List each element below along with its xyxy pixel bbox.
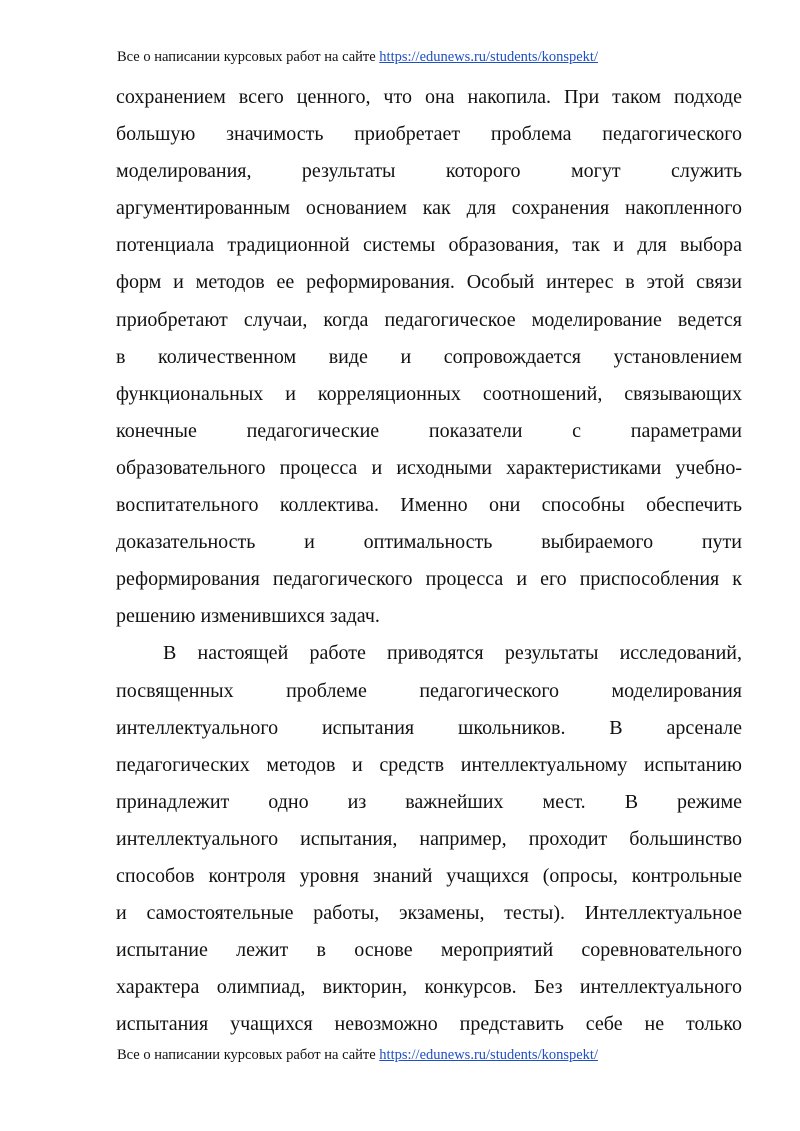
text-line: интеллектуального испытания школьников. В арсенале (116, 716, 742, 739)
text-line: в количественном виде и сопровождается установлением (116, 345, 742, 368)
paragraph-2 (116, 635, 742, 1043)
page-footer (117, 1046, 598, 1064)
text-line: воспитательного коллектива. Именно они способны обеспечить (116, 494, 742, 517)
text-line: доказательность и оптимальность выбираемого пути (116, 531, 742, 554)
text-line: конечные педагогические показатели с параметрами (116, 419, 742, 442)
body-text (116, 79, 742, 1043)
text-line: форм и методов ее реформирования. Особый интерес в этой связи (116, 271, 742, 294)
text-line: и самостоятельные работы, экзамены, тесты). Интеллектуальное (116, 902, 742, 925)
text-line: способов контроля уровня знаний учащихся (опросы, контрольные (116, 864, 742, 887)
footer-text: Все о написании курсовых работ на сайте (117, 1047, 376, 1063)
text-line: сохранением всего ценного, что она накопила. При таком подходе (116, 86, 742, 108)
text-line: интеллектуального испытания, например, проходит большинство (116, 827, 742, 850)
text-line: характера олимпиад, викторин, конкурсов. Без интеллектуального (116, 976, 742, 999)
text-line: принадлежит одно из важнейших мест. В режиме (116, 790, 742, 813)
text-line: испытание лежит в основе мероприятий соревновательного (116, 939, 742, 962)
text-line: реформирования педагогического процесса и его приспособления к (116, 568, 742, 591)
text-line: большую значимость приобретает проблема педагогического (116, 123, 742, 146)
text-line: функциональных и корреляционных соотношений, связывающих (116, 382, 742, 405)
text-line: аргументированным основанием как для сохранения накопленного (116, 197, 742, 220)
text-line: педагогических методов и средств интеллектуальному испытанию (116, 753, 742, 776)
text-line: решению изменившихся задач. (116, 605, 380, 628)
footer-link[interactable]: https://edunews.ru/students/konspekt/ (379, 1047, 598, 1063)
text-line: испытания учащихся невозможно представить себе не только (116, 1013, 742, 1036)
text-line: В настоящей работе приводятся результаты исследований, (163, 642, 742, 665)
text-line: потенциала традиционной системы образования, так и для выбора (116, 234, 742, 257)
page-header (117, 48, 598, 66)
paragraph-1 (116, 79, 742, 635)
text-line: образовательного процесса и исходными характеристиками учебно- (116, 456, 742, 479)
text-line: приобретают случаи, когда педагогическое моделирование ведется (116, 308, 742, 331)
header-text: Все о написании курсовых работ на сайте (117, 49, 376, 65)
text-line: моделирования, результаты которого могут служить (116, 160, 742, 183)
header-link[interactable]: https://edunews.ru/students/konspekt/ (379, 49, 598, 65)
text-line: посвященных проблеме педагогического моделирования (116, 679, 742, 702)
